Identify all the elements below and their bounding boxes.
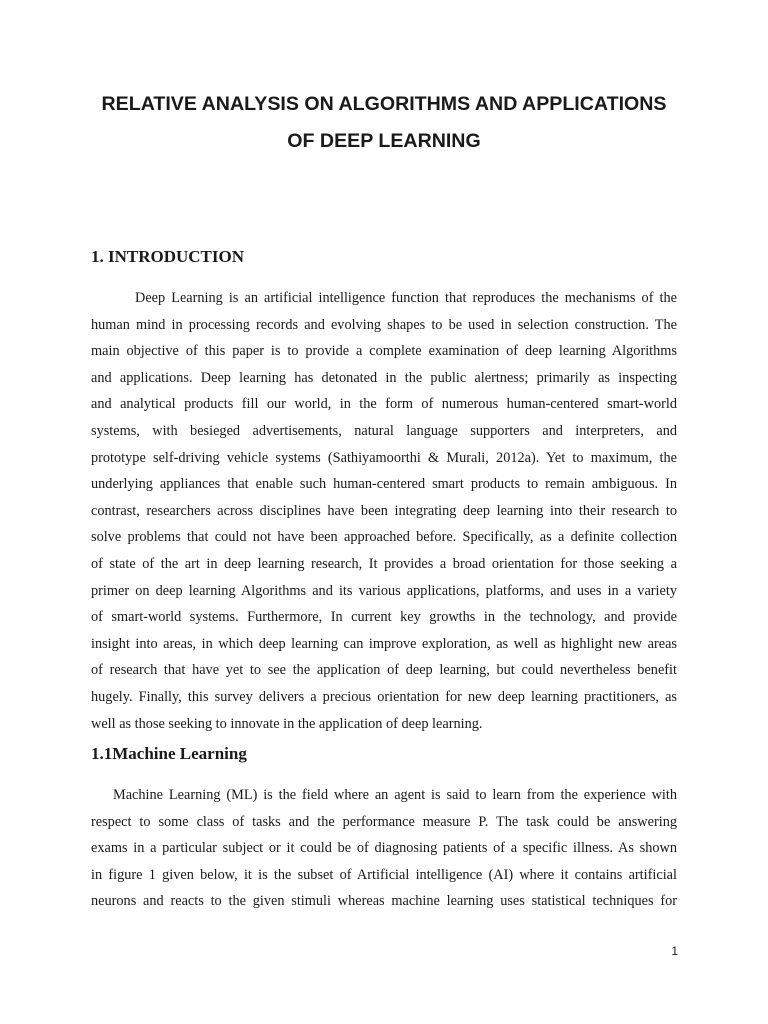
text-line: contrast, researchers across disciplines have been integrating deep learning into their research to: [91, 502, 677, 519]
text-line: and analytical products fill our world, in the form of numerous human-centered smart-world: [91, 396, 677, 413]
text-line: Machine Learning (ML) is the field where an agent is said to learn from the experience with: [113, 787, 677, 803]
text-line: systems, with besieged advertisements, natural language supporters and interpreters, and: [91, 422, 677, 439]
text-line: and applications. Deep learning has detonated in the public alertness; primarily as inspecting: [91, 369, 677, 386]
text-line: main objective of this paper is to provide a complete examination of deep learning Algorithms: [91, 343, 677, 360]
text-line: of smart-world systems. Furthermore, In current key growths in the technology, and provide: [91, 609, 677, 626]
text-line: exams in a particular subject or it could be of diagnosing patients of a specific illness. As shown: [91, 840, 677, 857]
text-line: of state of the art in deep learning research, It provides a broad orientation for those seeking a: [91, 555, 677, 572]
text-line: insight into areas, in which deep learning can improve exploration, as well as highlight new areas: [91, 635, 677, 652]
introduction-paragraph: [91, 285, 677, 737]
section-heading-machine-learning: 1.1Machine Learning: [91, 744, 247, 763]
text-line: in figure 1 given below, it is the subset of Artificial intelligence (AI) where it contains artificial: [91, 866, 677, 883]
paper-title-line-1: RELATIVE ANALYSIS ON ALGORITHMS AND APPLICATIONS: [101, 93, 667, 115]
text-line: human mind in processing records and evolving shapes to be used in selection construction. The: [91, 316, 677, 333]
text-line: prototype self-driving vehicle systems (Sathiyamoorthi & Murali, 2012a). Yet to maximum, the: [91, 449, 677, 466]
text-line: hugely. Finally, this survey delivers a precious orientation for new deep learning practitioners, as: [91, 688, 677, 705]
text-line: neurons and reacts to the given stimuli whereas machine learning uses statistical techniques for: [91, 893, 677, 910]
text-line: Deep Learning is an artificial intelligence function that reproduces the mechanisms of the: [135, 290, 677, 306]
text-line: underlying appliances that enable such human-centered smart products to remain ambiguous. In: [91, 476, 677, 493]
page-number: 1: [671, 944, 678, 958]
text-line: primer on deep learning Algorithms and its various applications, platforms, and uses in a variety: [91, 582, 677, 599]
section-heading-introduction: 1. INTRODUCTION: [91, 247, 245, 266]
text-line: respect to some class of tasks and the performance measure P. The task could be answering: [91, 813, 677, 830]
text-line: solve problems that could not have been approached before. Specifically, as a definite collection: [91, 529, 677, 546]
machine-learning-paragraph: [91, 782, 677, 915]
text-line: of research that have yet to see the application of deep learning, but could nevertheless benefit: [91, 662, 677, 679]
paper-title: [60, 86, 708, 160]
paper-title-line-2: OF DEEP LEARNING: [287, 130, 481, 152]
text-line: well as those seeking to innovate in the application of deep learning.: [91, 715, 483, 732]
